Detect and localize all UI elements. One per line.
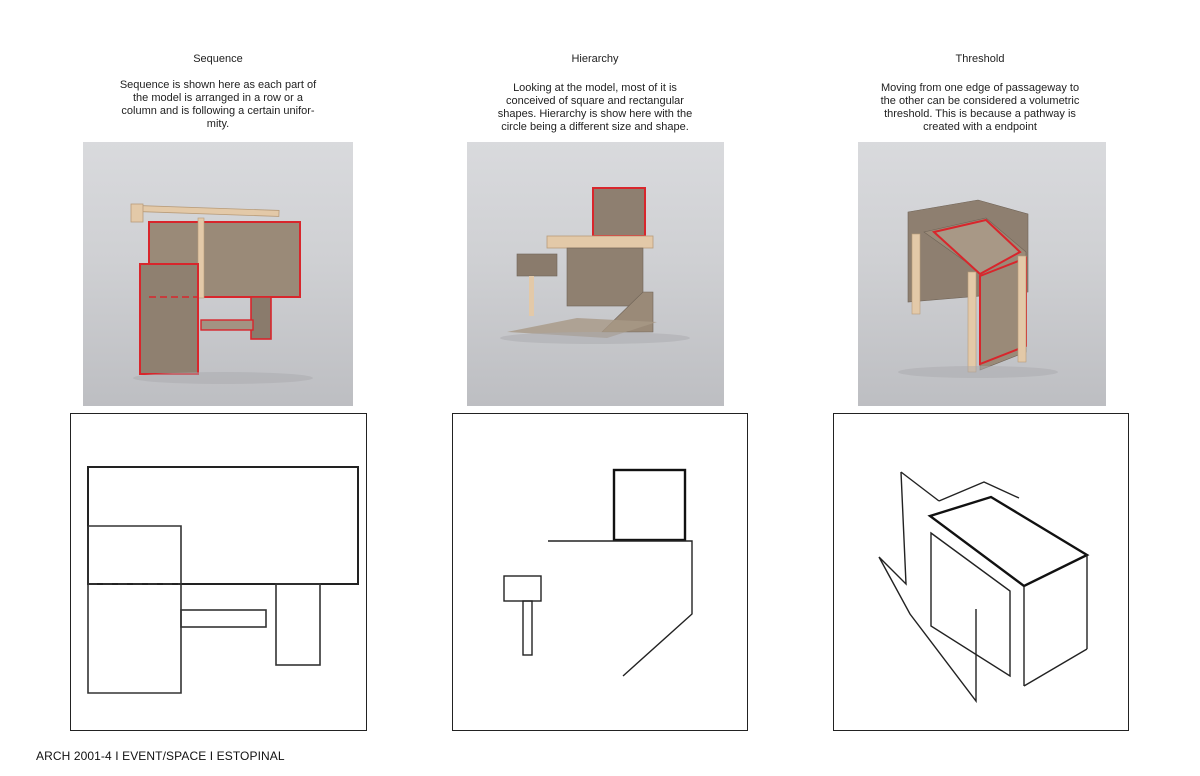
threshold-line-drawing: [833, 413, 1129, 731]
hierarchy-line-drawing: [452, 413, 748, 731]
sequence-model-photo: [83, 142, 353, 406]
sequence-line-drawing: [70, 413, 367, 731]
hierarchy-title: Hierarchy: [571, 53, 619, 65]
threshold-title: Threshold: [955, 53, 1005, 65]
hierarchy-model-photo: [467, 142, 724, 406]
threshold-description: Moving from one edge of passageway to the other can be considered a volumetric threshold. This is because a pathway is created with a endpoint: [880, 82, 1080, 133]
threshold-model-photo: [858, 142, 1106, 406]
sequence-description: Sequence is shown here as each part of the model is arranged in a row or a column and is following a certain unifor- mity.: [119, 79, 317, 130]
sequence-title: Sequence: [193, 53, 243, 65]
footer-course-label: ARCH 2001-4 I EVENT/SPACE I ESTOPINAL: [36, 749, 285, 763]
hierarchy-description: Looking at the model, most of it is conceived of square and rectangular shapes. Hierarchy is show here with the circle being a different size and shape.: [497, 82, 693, 133]
